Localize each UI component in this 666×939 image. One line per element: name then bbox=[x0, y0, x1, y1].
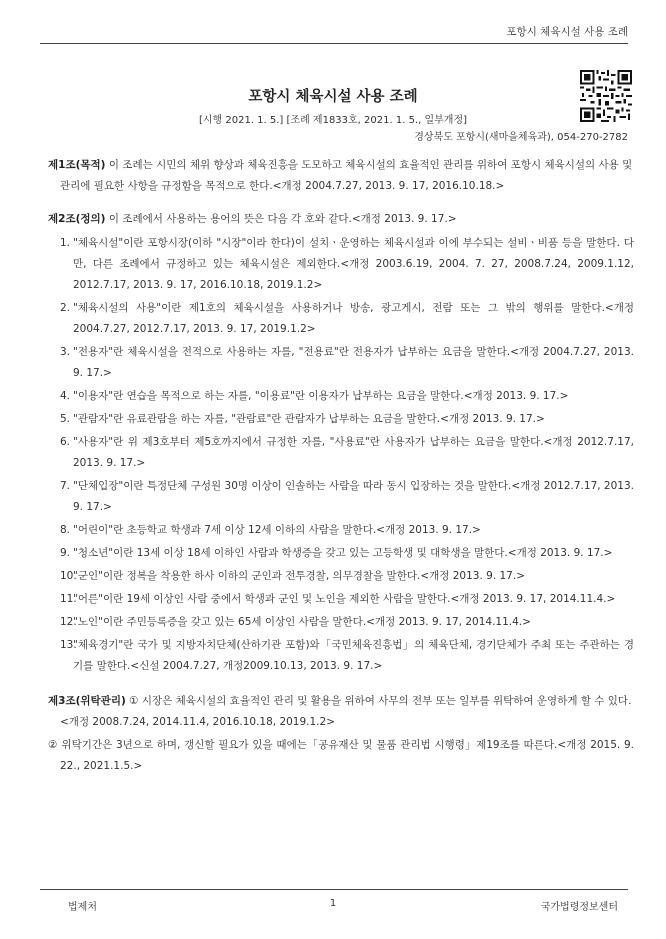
item-number: 10. bbox=[60, 570, 77, 582]
list-item bbox=[48, 432, 634, 474]
article-heading: 제3조(위탁관리) bbox=[48, 695, 126, 707]
item-number: 4. bbox=[60, 390, 71, 402]
article-text: 이 조례는 시민의 체위 향상과 체육진흥을 도모하고 체육시설의 효율적인 관리를 위하여 포항시 체육시설의 사용 및 관리에 필요한 사항을 규정함을 목적으로 한다.<개정 2004.7.27, 2013. 9. 17, 2016.10.18.> bbox=[60, 159, 633, 192]
footer-divider bbox=[40, 889, 628, 890]
footer-source: 국가법령정보센터 bbox=[540, 902, 618, 913]
item-text: "노인"이란 주민등록증을 갖고 있는 65세 이상인 사람을 말한다.<개정 2013. 9. 17, 2014.11.4.> bbox=[73, 616, 531, 628]
document-body bbox=[48, 155, 634, 777]
article-2 bbox=[48, 209, 634, 230]
list-item bbox=[48, 409, 634, 430]
list-item bbox=[48, 342, 634, 384]
list-item bbox=[48, 543, 634, 564]
page-header bbox=[40, 22, 628, 44]
item-text: "단체입장"이란 특정단체 구성원 30명 이상이 인솔하는 사람을 따라 동시 입장하는 것을 말한다.<개정 2012.7.17, 2013. 9. 17.> bbox=[73, 480, 634, 513]
item-text: "군인"이란 정복을 착용한 하사 이하의 군인과 전투경찰, 의무경찰을 말한다.<개정 2013. 9. 17.> bbox=[73, 570, 525, 582]
item-text: "체육시설의 사용"이란 제1호의 체육시설을 사용하거나 방송, 광고게시, 전람 또는 그 밖의 행위를 말한다.<개정 2004.7.27, 2012.7.17, 2013. 9. 17, 2019.1.2> bbox=[73, 302, 634, 335]
item-text: "전용자"란 체육시설을 전적으로 사용하는 자를, "전용료"란 전용자가 납부하는 요금을 말한다.<개정 2004.7.27, 2013. 9. 17.> bbox=[73, 346, 634, 379]
item-text: "어린이"란 초등학교 학생과 7세 이상 12세 이하의 사람을 말한다.<개정 2013. 9. 17.> bbox=[73, 524, 481, 536]
page-number: 1 bbox=[329, 898, 337, 909]
item-number: 3. bbox=[60, 346, 71, 358]
article-3-paragraph-2: ② 위탁기간은 3년으로 하며, 갱신할 필요가 있을 때에는「공유재산 및 물품 관리법 시행령」제19조를 따른다.<개정 2015. 9. 22., 2021.1.5.> bbox=[48, 739, 634, 772]
article-heading: 제1조(목적) bbox=[48, 159, 106, 171]
enforcement-info: [시행 2021. 1. 5.] [조례 제1833호, 2021. 1. 5., 일부개정] bbox=[198, 115, 468, 126]
list-item bbox=[48, 233, 634, 296]
item-text: "청소년"이란 13세 이상 18세 이하인 사람과 학생증을 갖고 있는 고등학생 및 대학생을 말한다.<개정 2013. 9. 17.> bbox=[73, 547, 613, 559]
article-3 bbox=[48, 691, 634, 733]
item-number: 13. bbox=[60, 639, 77, 651]
article-text: 이 조례에서 사용하는 용어의 뜻은 다음 각 호와 같다.<개정 2013. 9. 17.> bbox=[105, 213, 457, 225]
item-text: "관람자"란 유료관람을 하는 자를, "관람료"란 관람자가 납부하는 요금을 말한다.<개정 2013. 9. 17.> bbox=[73, 413, 545, 425]
list-item bbox=[48, 520, 634, 541]
list-item bbox=[48, 589, 634, 610]
item-number: 11. bbox=[60, 593, 77, 605]
item-text: "어른"이란 19세 이상인 사람 중에서 학생과 군인 및 노인을 제외한 사람을 말한다.<개정 2013. 9. 17, 2014.11.4.> bbox=[73, 593, 616, 605]
item-number: 7. bbox=[60, 480, 71, 492]
list-item bbox=[48, 566, 634, 587]
list-item bbox=[48, 386, 634, 407]
running-title: 포항시 체육시설 사용 조례 bbox=[506, 26, 628, 38]
item-text: "체육경기"란 국가 및 지방자치단체(산하기관 포함)와「국민체육진흥법」의 체육단체, 경기단체가 주최 또는 주관하는 경기를 말한다.<신설 2004.7.27, 개정2009.10.13, 2013. 9. 17.> bbox=[73, 639, 634, 672]
definition-list bbox=[48, 233, 634, 677]
item-number: 5. bbox=[60, 413, 71, 425]
item-number: 12. bbox=[60, 616, 77, 628]
article-1 bbox=[48, 155, 634, 197]
item-text: "이용자"란 연습을 목적으로 하는 자를, "이용료"란 이용자가 납부하는 요금을 말한다.<개정 2013. 9. 17.> bbox=[73, 390, 569, 402]
agency-contact: 경상북도 포항시(새마을체육과), 054-270-2782 bbox=[414, 132, 628, 143]
article-text: ① 시장은 체육시설의 효율적인 관리 및 활용을 위하여 사무의 전부 또는 일부를 위탁하여 운영하게 할 수 있다.<개정 2008.7.24, 2014.11.4, 2016.10.18, 2019.1.2> bbox=[60, 695, 632, 728]
item-number: 6. bbox=[60, 436, 71, 448]
item-number: 8. bbox=[60, 524, 71, 536]
list-item bbox=[48, 476, 634, 518]
article-heading: 제2조(정의) bbox=[48, 213, 106, 225]
item-number: 9. bbox=[60, 547, 71, 559]
footer-publisher: 법제처 bbox=[68, 902, 97, 913]
document-title: 포항시 체육시설 사용 조례 bbox=[248, 89, 418, 105]
item-text: "사용자"란 위 제3호부터 제5호까지에서 규정한 자를, "사용료"란 사용자가 납부하는 요금을 말한다.<개정 2012.7.17, 2013. 9. 17.> bbox=[73, 436, 634, 469]
item-number: 1. bbox=[60, 237, 71, 249]
list-item bbox=[48, 612, 634, 633]
list-item bbox=[48, 635, 634, 677]
item-number: 2. bbox=[60, 302, 71, 314]
list-item bbox=[48, 298, 634, 340]
item-text: "체육시설"이란 포항시장(이하 "시장"이라 한다)이 설치ㆍ운영하는 체육시설과 이에 부수되는 설비ㆍ비품 등을 말한다. 다만, 다른 조례에서 규정하고 있는 체육시설은 제외한다.<개정 2003.6.19, 2004. 7. 27, 2008.7.24, 2009.1.12, 2012.7.17, 2013. 9. 17, 2016.10.18, 2019.1.2> bbox=[73, 237, 634, 291]
